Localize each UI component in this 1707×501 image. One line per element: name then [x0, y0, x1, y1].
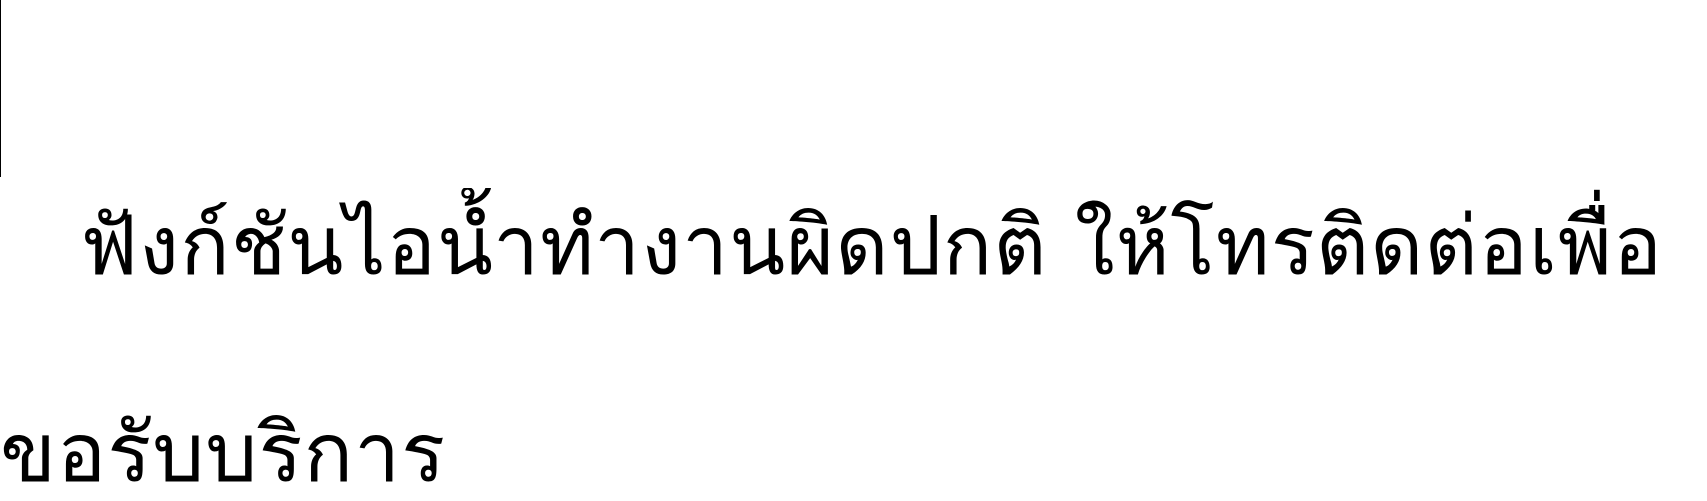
- message-text-block: [0, 188, 1707, 501]
- left-border-line: [0, 0, 1, 177]
- message-line-2: ขอรับบริการ: [0, 406, 447, 501]
- message-line-1: ฟังก์ชันไอน้ำทำงานผิดปกติ ให้โทรติดต่อเพื่อ: [80, 199, 1664, 294]
